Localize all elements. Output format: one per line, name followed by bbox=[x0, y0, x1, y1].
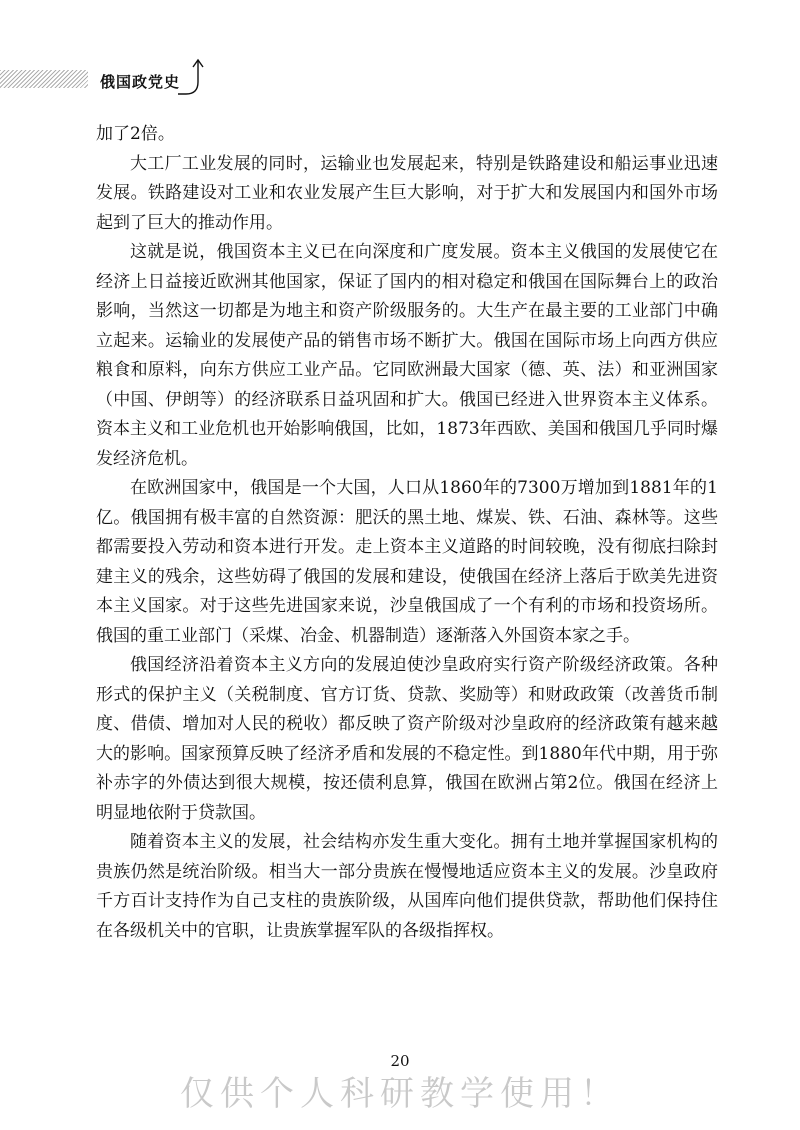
page-number: 20 bbox=[390, 1052, 410, 1070]
watermark-text: 仅供个人科研教学使用！ bbox=[180, 1074, 620, 1114]
running-header bbox=[0, 58, 230, 98]
header-book-title: 俄国政党史 bbox=[100, 73, 181, 91]
paragraph: 这就是说，俄国资本主义已在向深度和广度发展。资本主义俄国的发展使它在经济上日益接近欧洲其他国家，保证了国内的相对稳定和俄国在国际舞台上的政治影响，当然这一切都是为地主和资产阶级服务的。大生产在最主要的工业部门中确立起来。运输业的发展使产品的销售市场不断扩大。俄国在国际市场上向西方供应粮食和原料，向东方供应工业产品。它同欧洲最大国家（德、英、法）和亚洲国家（中国、伊朗等）的经济联系日益巩固和扩大。俄国已经进入世界资本主义体系。资本主义和工业危机也开始影响俄国，比如，1873年西欧、美国和俄国几乎同时爆发经济危机。 bbox=[96, 242, 718, 469]
header-hatch-decoration bbox=[0, 70, 88, 88]
paragraph: 随着资本主义的发展，社会结构亦发生重大变化。拥有土地并掌握国家机构的贵族仍然是统治阶级。相当大一部分贵族在慢慢地适应资本主义的发展。沙皇政府千方百计支持作为自己支柱的贵族阶级，从国库向他们提供贷款，帮助他们保持住在各级机关中的官职，让贵族掌握军队的各级指挥权。 bbox=[96, 832, 718, 941]
up-arrow-icon bbox=[178, 58, 208, 98]
paragraph: 俄国经济沿着资本主义方向的发展迫使沙皇政府实行资产阶级经济政策。各种形式的保护主义（关税制度、官方订货、贷款、奖励等）和财政政策（改善货币制度、借债、增加对人民的税收）都反映了资产阶级对沙皇政府的经济政策有越来越大的影响。国家预算反映了经济矛盾和发展的不稳定性。到1880年代中期，用于弥补赤字的外债达到很大规模，按还债利息算，俄国在欧洲占第2位。俄国在经济上明显地依附于贷款国。 bbox=[96, 655, 718, 823]
paragraph: 在欧洲国家中，俄国是一个大国，人口从1860年的7300万增加到1881年的1亿。俄国拥有极丰富的自然资源：肥沃的黑土地、煤炭、铁、石油、森林等。这些都需要投入劳动和资本进行开发。走上资本主义道路的时间较晚，没有彻底扫除封建主义的残余，这些妨碍了俄国的发展和建设，使俄国在经济上落后于欧美先进资本主义国家。对于这些先进国家来说，沙皇俄国成了一个有利的市场和投资场所。俄国的重工业部门（采煤、冶金、机器制造）逐渐落入外国资本家之手。 bbox=[96, 478, 718, 646]
body-text bbox=[96, 120, 718, 946]
paragraph: 大工厂工业发展的同时，运输业也发展起来，特别是铁路建设和船运事业迅速发展。铁路建设对工业和农业发展产生巨大影响，对于扩大和发展国内和国外市场起到了巨大的推动作用。 bbox=[96, 153, 718, 233]
paragraph-continuation: 加了2倍。 bbox=[96, 124, 175, 144]
